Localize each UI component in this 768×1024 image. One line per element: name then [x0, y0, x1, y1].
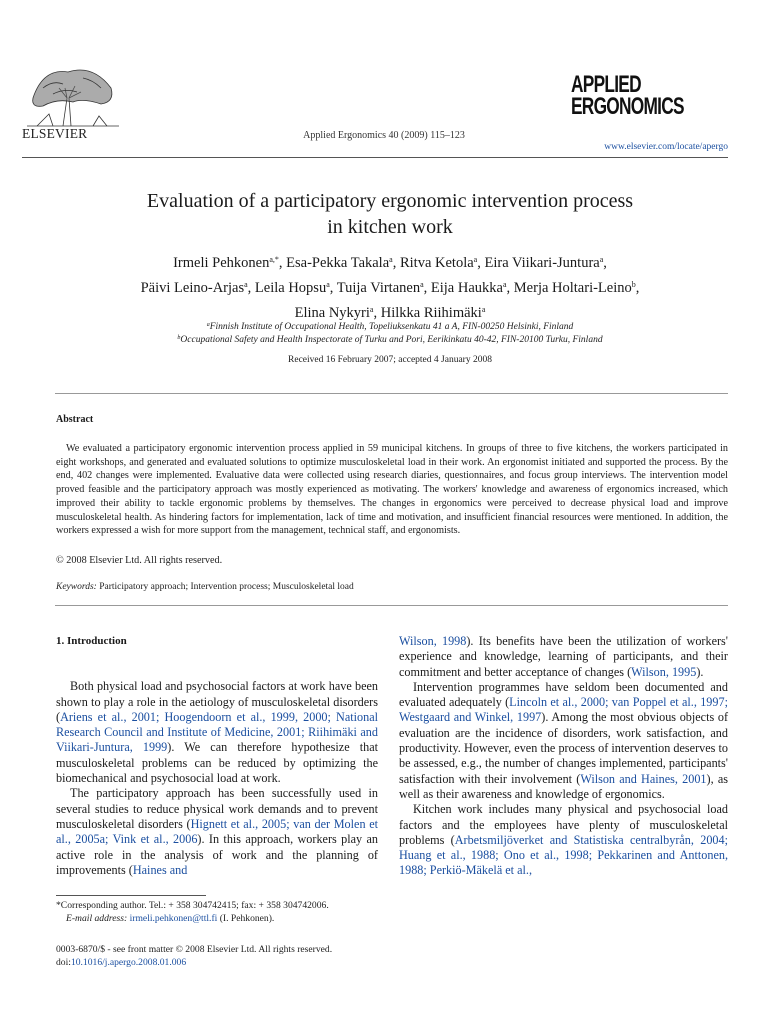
citation-link[interactable]: Arbetsmiljöverket and Statistiska centralbyrån, 2004; Huang et al., 1988; Ono et al., 1998; Pekkarinen and Anttonen, 1988; Perkiö-Mäkelä et al.,	[399, 832, 728, 878]
citation-link[interactable]: Lincoln et al., 2000; van Poppel et al., 1997; Westgaard and Winkel, 1997	[399, 695, 728, 725]
citation-link[interactable]: Hignett et al., 2005; van der Molen et al., 2005a; Vink et al., 2006	[56, 816, 378, 847]
issn-line: 0003-6870/$ - see front matter © 2008 Elsevier Ltd. All rights reserved.	[56, 944, 333, 955]
author-separator: ,	[635, 280, 640, 296]
author-name: Eija Haukka	[430, 280, 503, 296]
affiliation-b-mark: b	[177, 335, 181, 341]
right-column	[399, 634, 728, 879]
paragraph-text: Both physical load and psychosocial factors at work have been shown to play a role in the aetiology of musculoskeletal disorders (	[56, 679, 378, 724]
citation-link[interactable]: Wilson, 1995	[631, 664, 697, 679]
paragraph-text: ). Its benefits have been the utilization of workers' experience and knowledge, learning of participants, and their commitment and better acceptance of changes (	[399, 634, 728, 679]
paragraph-text: ).	[696, 664, 704, 679]
author-separator: ,	[477, 255, 485, 271]
paragraph-text: Intervention programmes have seldom been documented and evaluated adequately (	[399, 679, 728, 710]
footnote-contact: *Corresponding author. Tel.: + 358 304742415; fax: + 358 304742006.	[56, 900, 329, 911]
paragraph-text: ). We can therefore hypothesize that musculoskeletal problems can be reduced by optimizing the biomechanical and psychosocial load at work.	[56, 740, 378, 786]
author-name: Päivi Leino-Arjas	[140, 280, 245, 296]
author-separator: ,	[603, 255, 607, 271]
author-affiliation-mark: a	[502, 280, 507, 289]
intro-paragraph-3	[399, 680, 728, 802]
journal-url-link[interactable]: www.elsevier.com/locate/apergo	[604, 142, 728, 152]
article-title	[60, 188, 720, 240]
author-name: Irmeli Pehkonen	[173, 255, 270, 271]
author-affiliation-mark: a	[244, 280, 248, 289]
journal-logo	[571, 71, 728, 120]
abstract-copyright: © 2008 Elsevier Ltd. All rights reserved.	[56, 555, 223, 566]
author-separator: ,	[247, 280, 255, 296]
author-list	[60, 249, 720, 324]
author-affiliation-mark: b	[631, 280, 636, 289]
citation-link[interactable]: Wilson and Haines, 2001	[580, 771, 707, 786]
journal-logo-line1: APPLIED	[571, 71, 642, 98]
citation-link[interactable]: Ariens et al., 2001; Hoogendoorn et al., 1999, 2000; National Research Council and Institute of Medicine, 2001; Riihimäki and Viikari-Juntura, 1999	[56, 709, 378, 755]
author-email-link[interactable]: irmeli.pehkonen@ttl.fi	[129, 912, 218, 924]
author-affiliation-mark: a	[481, 305, 486, 314]
author-affiliation-mark: a	[599, 255, 604, 264]
author-name: Elina Nykyri	[294, 305, 370, 321]
author-line	[60, 274, 720, 299]
footnote-divider	[56, 895, 206, 896]
title-line-1: Evaluation of a participatory ergonomic intervention process	[146, 190, 634, 212]
header-divider	[22, 157, 728, 158]
author-name: Leila Hopsu	[254, 280, 327, 296]
doi-link[interactable]: 10.1016/j.apergo.2008.01.006	[70, 956, 187, 968]
author-affiliation-mark: a	[326, 280, 330, 289]
author-separator: ,	[373, 305, 381, 321]
doi-label: doi:	[56, 956, 71, 968]
title-line-2: in kitchen work	[327, 216, 453, 238]
abstract-divider-top	[55, 393, 728, 394]
journal-citation: Applied Ergonomics 40 (2009) 115–123	[303, 130, 465, 141]
corresponding-author-footnote	[56, 900, 386, 925]
author-separator: ,	[278, 255, 287, 271]
paragraph-text: ). Among the most obvious objects of evaluation are the incidence of disorders, work satisfaction, and productivity. However, even the process of intervention deserves to be assessed, e.g., the number of changes implemented, participants' satisfaction with their involvement (	[399, 710, 729, 786]
intro-paragraph-1	[56, 679, 378, 786]
author-name: Hilkka Riihimäki	[380, 305, 482, 321]
author-name: Tuija Virtanen	[336, 280, 421, 296]
affiliation-a-text: Finnish Institute of Occupational Health, Topeliuksenkatu 41 a A, FIN-00250 Helsinki, Finland	[209, 322, 574, 332]
abstract-divider-bottom	[55, 605, 728, 606]
author-name: Esa-Pekka Takala	[286, 255, 390, 271]
abstract-body: We evaluated a participatory ergonomic intervention process applied in 59 municipal kitchens. In groups of three to five kitchens, the workers participated in eight workshops, and generated and evaluated solutions to optimize musculoskeletal load in their work. An ergonomist initiated and supported the process. By the end, 402 changes were implemented. Evaluative data were collected using research diaries, questionnaires, and focus group interviews. The intervention model proved feasible and the participatory approach was mostly experienced as motivating. The workers' knowledge and awareness of ergonomics increased, which improved their ability to tackle ergonomic problems by themselves. The changes in ergonomics were perceived to decrease physical load and improve musculoskeletal health. As hindering factors for implementation, lack of time and motivation, and insufficient financial resources were mentioned. In addition, the workers expressed a wish for more support from the management, technical staff, and ergonomists.	[56, 443, 728, 537]
author-line	[60, 299, 720, 324]
received-dates: Received 16 February 2007; accepted 4 January 2008	[288, 355, 492, 365]
author-name: Merja Holtari-Leino	[513, 280, 632, 296]
citation-link[interactable]: Wilson, 1998	[399, 634, 467, 648]
email-label: E-mail address:	[66, 912, 128, 924]
keywords-list: Participatory approach; Intervention process; Musculoskeletal load	[99, 582, 354, 592]
author-affiliation-mark: a,*	[269, 255, 279, 264]
author-name: Ritva Ketola	[399, 255, 474, 271]
author-affiliation-mark: a	[473, 255, 478, 264]
author-separator: ,	[329, 280, 337, 296]
author-affiliation-mark: a	[369, 305, 374, 314]
keywords	[56, 582, 354, 592]
elsevier-tree-logo	[23, 58, 123, 128]
author-separator: ,	[392, 255, 400, 271]
paragraph-text: Kitchen work includes many physical and psychosocial load factors and the employees have plenty of musculoskeletal problems (	[399, 802, 728, 847]
intro-paragraph-4	[399, 802, 728, 878]
author-affiliation-mark: a	[420, 280, 424, 289]
author-line	[60, 249, 720, 274]
author-affiliation-mark: a	[389, 255, 393, 264]
author-separator: ,	[423, 280, 431, 296]
intro-paragraph-2-continued	[399, 634, 728, 680]
affiliation-a	[60, 322, 720, 332]
affiliation-a-mark: a	[206, 322, 210, 328]
issn-doi-block	[56, 944, 332, 969]
paragraph-text: ). In this approach, workers play an active role in the analysis of work and the planning of improvements (	[56, 832, 378, 877]
paragraph-text: The participatory approach has been successfully used in several studies to reduce physical work demands and to prevent musculoskeletal disorders (	[56, 786, 378, 831]
affiliation-b-text: Occupational Safety and Health Inspectorate of Turku and Pori, Eerikinkatu 40-42, FIN-20100 Turku, Finland	[180, 335, 603, 345]
keywords-label: Keywords:	[56, 582, 97, 592]
section-heading-introduction: 1. Introduction	[56, 635, 127, 647]
left-column	[56, 634, 378, 878]
intro-paragraph-2	[56, 786, 378, 878]
author-separator: ,	[506, 280, 514, 296]
email-suffix: (I. Pehkonen).	[217, 912, 275, 924]
publisher-name: ELSEVIER	[22, 126, 88, 141]
citation-link[interactable]: Haines and	[132, 862, 188, 877]
author-name: Eira Viikari-Juntura	[484, 255, 600, 271]
affiliation-b	[60, 335, 720, 345]
journal-logo-line2: ERGONOMICS	[571, 93, 685, 120]
paragraph-text: ), as well as their awareness and knowledge of ergonomics.	[399, 771, 728, 801]
abstract-heading: Abstract	[56, 414, 94, 425]
